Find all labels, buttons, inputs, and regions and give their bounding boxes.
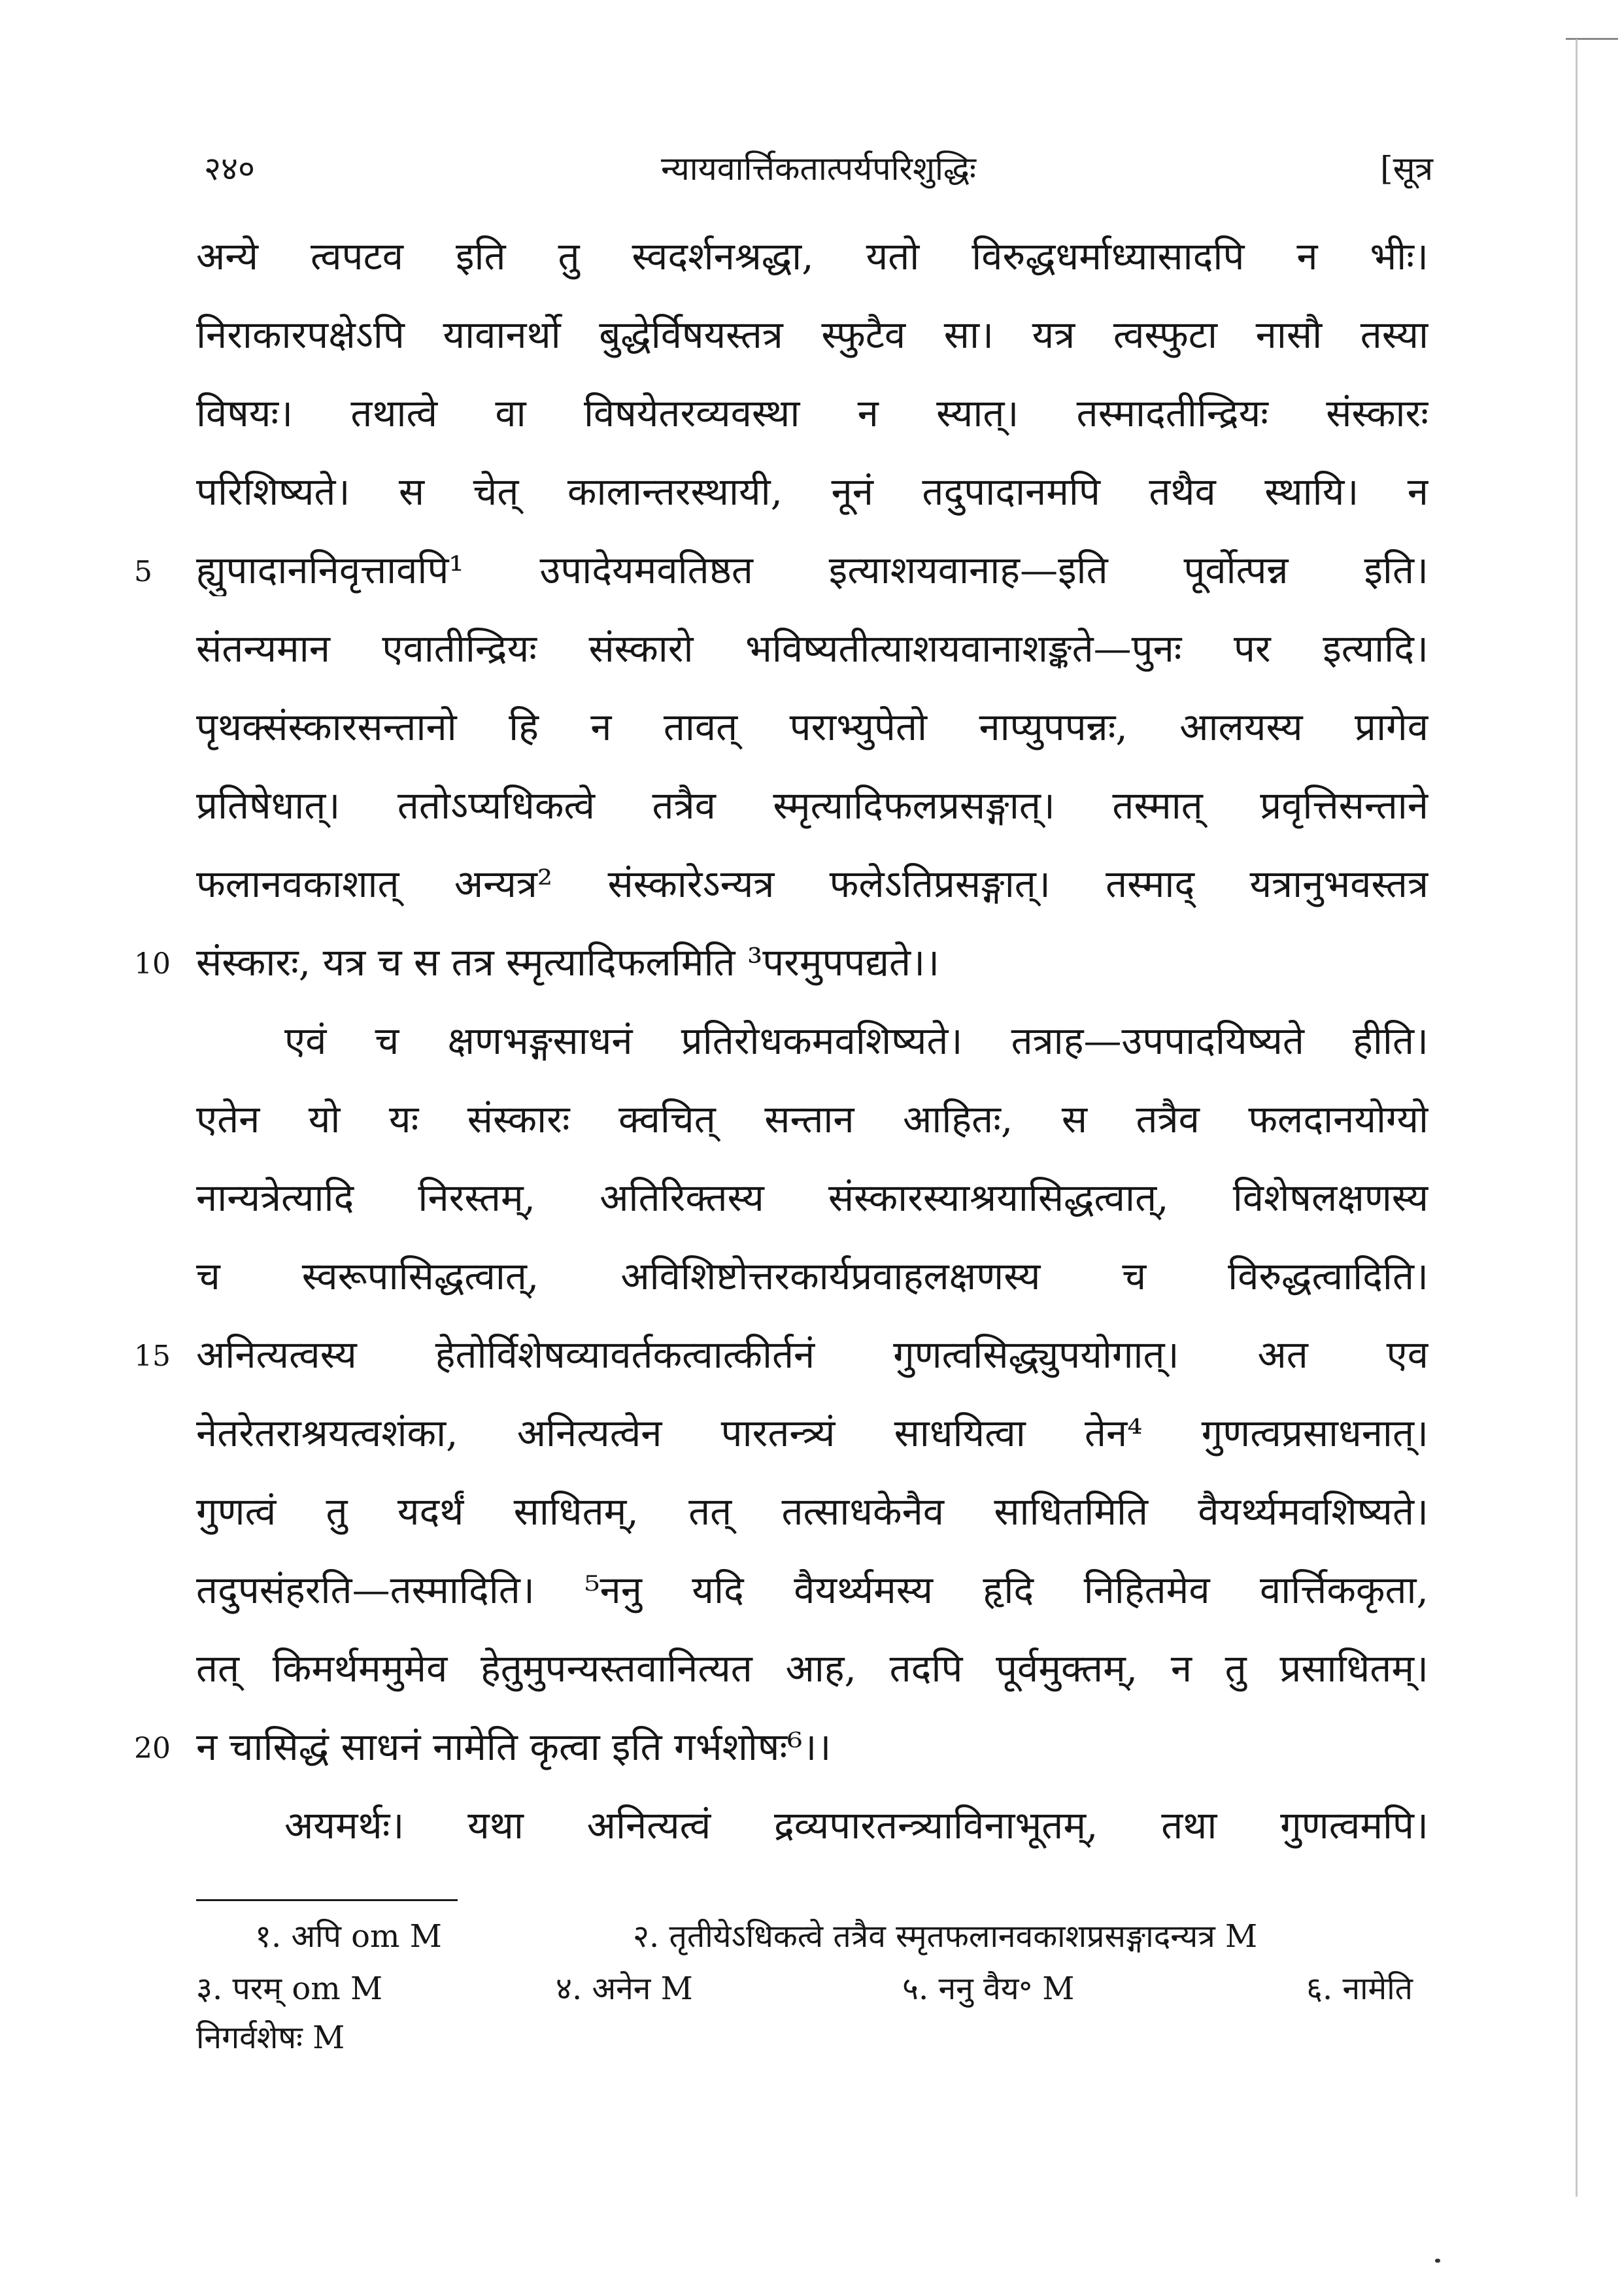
- text-line: प्रतिषेधात्। ततोऽप्यधिकत्वे तत्रैव स्मृत्यादिफलप्रसङ्गात्। तस्मात् प्रवृत्तिसन्ताने: [196, 783, 1428, 828]
- page-title: न्यायवार्त्तिकतात्पर्यपरिशुद्धिः: [661, 150, 976, 188]
- text-line: निराकारपक्षेऽपि यावानर्थो बुद्धेर्विषयस्तत्र स्फुटैव सा। यत्र त्वस्फुटा नासौ तस्या: [196, 312, 1428, 357]
- line-number: 15: [134, 1340, 171, 1373]
- footnote: ५. ननु वैय॰ M: [902, 1970, 1075, 2007]
- running-header: [204, 145, 1433, 197]
- text-line: विषयः। तथात्वे वा विषयेतरव्यवस्था न स्यात्। तस्मादतीन्द्रियः संस्कारः: [196, 391, 1428, 435]
- footnote: ३. परम् om M: [196, 1970, 383, 2007]
- text-line: अन्ये त्वपटव इति तु स्वदर्शनश्रद्धा, यतो विरुद्धधर्माध्यासादपि न भीः।: [196, 234, 1428, 279]
- footnote: निगर्वशेषः M: [196, 2019, 345, 2056]
- text-line: न चासिद्धं साधनं नामेति कृत्वा इति गर्भशोषः⁶।।: [196, 1725, 832, 1769]
- text-line: परिशिष्यते। स चेत् कालान्तरस्थायी, नूनं तदुपादानमपि तथैव स्थायि। न: [196, 469, 1428, 514]
- text-line: फलानवकाशात् अन्यत्र² संस्कारेऽन्यत्र फलेऽतिप्रसङ्गात्। तस्माद् यत्रानुभवस्तत्र: [196, 862, 1428, 906]
- line-number: 20: [134, 1732, 171, 1765]
- page-number: २४०: [204, 150, 255, 188]
- text-line: नान्यत्रेत्यादि निरस्तम्, अतिरिक्तस्य संस्कारस्याश्रयासिद्धत्वात्, विशेषलक्षणस्य: [196, 1175, 1428, 1220]
- text-line: अयमर्थः। यथा अनित्यत्वं द्रव्यपारतन्त्र्याविनाभूतम्, तथा गुणत्वमपि।: [284, 1803, 1428, 1848]
- text-line: पृथक्संस्कारसन्तानो हि न तावत् पराभ्युपेतो नाप्युपपन्नः, आलयस्य प्रागेव: [196, 705, 1428, 749]
- text-line: ह्युपादाननिवृत्तावपि¹ उपादेयमवतिष्ठत इत्याशयवानाह—इति पूर्वोत्पन्न इति।: [196, 548, 1428, 592]
- footnote: १. अपि om M: [255, 1918, 442, 1955]
- text-line: संस्कारः, यत्र च स तत्र स्मृत्यादिफलमिति ³परमुपपद्यते।।: [196, 940, 940, 985]
- line-number: 5: [134, 555, 152, 588]
- text-line: एतेन यो यः संस्कारः क्वचित् सन्तान आहितः, स तत्रैव फलदानयोग्यो: [196, 1097, 1428, 1141]
- margin-line: [1576, 39, 1578, 2197]
- text-line: अनित्यत्वस्य हेतोर्विशेषव्यावर्तकत्वात्कीर्तनं गुणत्वसिद्ध्युपयोगात्। अत एव: [196, 1332, 1428, 1377]
- line-number: 10: [134, 947, 171, 981]
- section-label: [सूत्र: [1380, 150, 1433, 188]
- footnote: २. तृतीयेऽधिकत्वे तत्रैव स्मृतफलानवकाशप्रसङ्गादन्यत्र M: [633, 1918, 1258, 1955]
- text-line: नेतरेतराश्रयत्वशंका, अनित्यत्वेन पारतन्त्र्यं साधयित्वा तेन⁴ गुणत्वप्रसाधनात्।: [196, 1411, 1428, 1455]
- text-line: एवं च क्षणभङ्गसाधनं प्रतिरोधकमवशिष्यते। तत्राह—उपपादयिष्यते हीति।: [284, 1019, 1428, 1063]
- text-line: गुणत्वं तु यदर्थं साधितम्, तत् तत्साधकेनैव साधितमिति वैयर्थ्यमवशिष्यते।: [196, 1489, 1428, 1534]
- text-line: तदुपसंहरति—तस्मादिति। ⁵ननु यदि वैयर्थ्यमस्य हृदि निहितमेव वार्त्तिककृता,: [196, 1568, 1428, 1612]
- margin-tick: [1566, 38, 1618, 40]
- text-line: च स्वरूपासिद्धत्वात्, अविशिष्टोत्तरकार्यप्रवाहलक्षणस्य च विरुद्धत्वादिति।: [196, 1254, 1428, 1298]
- footnote: ४. अनेन M: [556, 1970, 693, 2007]
- footnote: ६. नामेति: [1306, 1970, 1413, 2007]
- text-line: तत् किमर्थममुमेव हेतुमुपन्यस्तवानित्यत आह, तदपि पूर्वमुक्तम्, न तु प्रसाधितम्।: [196, 1646, 1428, 1691]
- scan-speck: [1435, 2259, 1440, 2263]
- text-line: संतन्यमान एवातीन्द्रियः संस्कारो भविष्यतीत्याशयवानाशङ्कते—पुनः पर इत्यादि।: [196, 626, 1428, 671]
- footnote-rule: [196, 1899, 458, 1901]
